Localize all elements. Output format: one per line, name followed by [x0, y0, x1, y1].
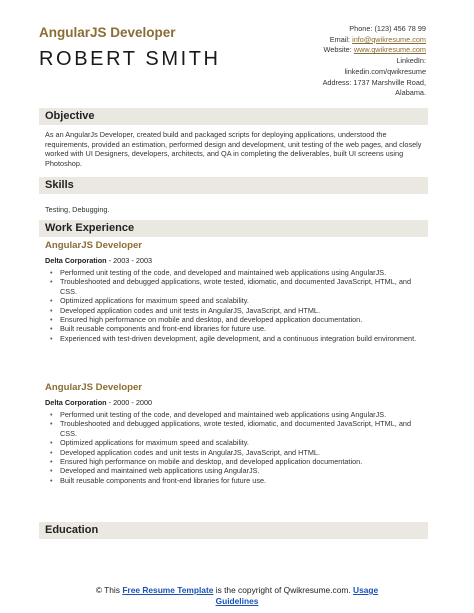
usage-guidelines-link-part2[interactable]: Guidelines	[215, 596, 259, 606]
job-1-dates: - 2003 - 2003	[106, 256, 153, 265]
experience-heading: Work Experience	[45, 222, 135, 234]
candidate-name: ROBERT SMITH	[39, 48, 221, 70]
list-item: • Troubleshooted and debugged applications, wrote tested, idiomatic, and documented JavaScript, HTML, and CSS.	[45, 419, 430, 438]
objective-text: As an AngularJs Developer, created build and packaged scripts for deploying applications, understood the requirements, provided an estimation, performed design and development, unit testing of the web pages, and closely worked with UI Designers, developers, architects, and QA in completing the deliverables, built UI screens using Photoshop.	[45, 130, 422, 168]
job-2-dates: - 2000 - 2000	[106, 398, 153, 407]
list-item: • Performed unit testing of the code, and developed and maintained web applications using AngularJS.	[45, 268, 430, 277]
address-line1: 1737 Marshville Road,	[353, 77, 426, 87]
website-link[interactable]: www.qwikresume.com	[353, 45, 426, 55]
list-item: • Performed unit testing of the code, and developed and maintained web applications using AngularJS.	[45, 410, 430, 419]
education-section-bar	[39, 522, 428, 539]
email-label: Email:	[329, 34, 351, 44]
list-item: • Ensured high performance on mobile and desktop, and developed application documentation.	[45, 315, 430, 324]
resume-header	[0, 0, 474, 100]
email-link[interactable]: info@qwikresume.com	[352, 34, 426, 44]
job-2-bullets	[45, 410, 430, 485]
job-1-bullets	[45, 268, 430, 343]
skills-text: Testing, Debugging.	[45, 205, 110, 214]
job-2-company-line	[45, 398, 152, 407]
free-resume-template-link[interactable]: Free Resume Template	[122, 585, 214, 595]
education-heading: Education	[45, 524, 99, 536]
copyright-footer	[0, 585, 474, 607]
objective-section-bar	[39, 108, 428, 125]
list-item: • Experienced with test-driven development, agile development, and a continuous integration build environment.	[45, 334, 430, 343]
contact-linkedin-label: LinkedIn:	[396, 56, 426, 66]
list-item: • Troubleshooted and debugged applications, wrote tested, idiomatic, and documented JavaScript, HTML, and CSS.	[45, 277, 430, 296]
contact-website	[236, 45, 426, 56]
contact-phone	[236, 24, 426, 35]
address-label: Address:	[322, 77, 352, 87]
contact-address	[236, 78, 426, 89]
skills-heading: Skills	[45, 179, 74, 191]
contact-linkedin-value: linkedin.com/qwikresume	[344, 66, 426, 76]
job-2-company: Delta Corporation	[45, 398, 107, 407]
usage-guidelines-link-part1[interactable]: Usage	[353, 585, 379, 595]
list-item: • Built reusable components and front-end libraries for future use.	[45, 476, 430, 485]
job-2-title: AngularJS Developer	[45, 382, 143, 393]
skills-section-bar	[39, 177, 428, 194]
list-item: • Optimized applications for maximum speed and scalability.	[45, 296, 430, 305]
job-1-company: Delta Corporation	[45, 256, 107, 265]
contact-email	[236, 35, 426, 46]
website-label: Website:	[323, 45, 352, 55]
list-item: • Ensured high performance on mobile and desktop, and developed application documentation.	[45, 457, 430, 466]
job-1-company-line	[45, 256, 152, 265]
contact-block	[236, 24, 426, 99]
footer-middle: is the copyright of Qwikresume.com.	[213, 585, 354, 595]
footer-prefix: © This	[95, 585, 123, 595]
phone-label: Phone:	[349, 24, 373, 33]
objective-heading: Objective	[45, 110, 95, 122]
list-item: • Optimized applications for maximum speed and scalability.	[45, 438, 430, 447]
list-item: • Developed application codes and unit tests in AngularJS, JavaScript, and HTML.	[45, 448, 430, 457]
list-item: • Built reusable components and front-end libraries for future use.	[45, 324, 430, 333]
job-1-title: AngularJS Developer	[45, 240, 143, 251]
phone-value: (123) 456 78 99	[374, 24, 426, 33]
address-line2: Alabama.	[395, 88, 426, 98]
list-item: • Developed and maintained web applications using AngularJS.	[45, 466, 430, 475]
header-job-title: AngularJS Developer	[39, 25, 176, 40]
list-item: • Developed application codes and unit tests in AngularJS, JavaScript, and HTML.	[45, 306, 430, 315]
experience-section-bar	[39, 220, 428, 237]
